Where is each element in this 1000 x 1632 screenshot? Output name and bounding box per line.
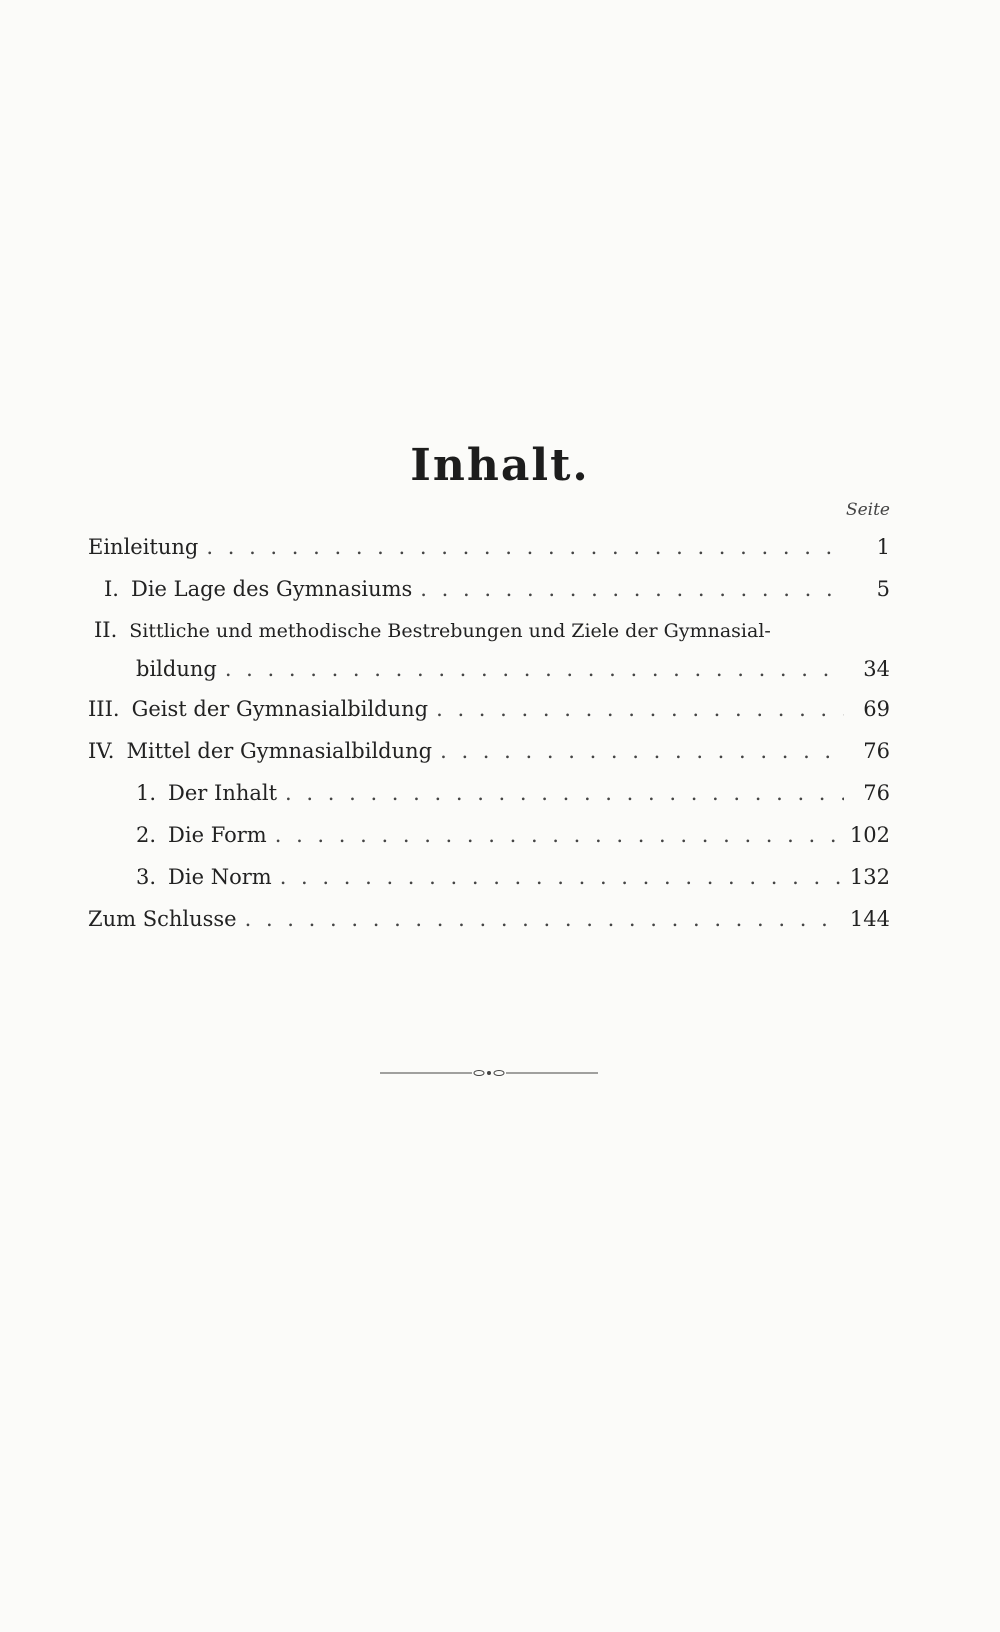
toc-entry-numeral: I.: [104, 577, 119, 601]
toc-entry: [88, 526, 890, 568]
toc-entry-page: 144: [849, 907, 890, 931]
leader-dots: [420, 568, 844, 610]
page-column-header: Seite: [845, 500, 890, 520]
toc-entry-numeral: 2.: [136, 823, 157, 847]
leader-dots: [440, 730, 844, 772]
leader-dots: [245, 898, 842, 940]
toc-entry: [88, 610, 890, 650]
toc-entry-label: Die Norm: [168, 865, 272, 889]
toc-entry-page: 76: [863, 781, 890, 805]
leader-dots: [280, 856, 842, 898]
leader-dots: [225, 650, 844, 688]
toc-entry-label: Sittliche und methodische Bestrebungen und Ziele der Gymnasial-: [129, 620, 771, 642]
leader-dots: [275, 814, 842, 856]
toc-entry: [88, 856, 890, 898]
toc-entry: [88, 814, 890, 856]
toc-entry-page: 34: [863, 657, 890, 681]
toc-entry-page: 69: [863, 697, 890, 721]
toc-entry-label: Geist der Gymnasialbildung: [131, 697, 429, 721]
leader-dots: [206, 526, 844, 568]
toc-entry-page: 5: [876, 577, 890, 601]
toc-entry-numeral: 3.: [136, 865, 157, 889]
page-title: Inhalt.: [410, 440, 590, 491]
toc-entry-label: Zum Schlusse: [88, 907, 237, 931]
toc-entry-page: 132: [849, 865, 890, 889]
toc-entry-label: bildung: [136, 657, 217, 681]
toc-entry-numeral: 1.: [136, 781, 157, 805]
leader-dots: [285, 772, 844, 814]
toc-entry-continuation: [88, 650, 890, 688]
toc-entry-label: Die Lage des Gymnasiums: [130, 577, 413, 601]
toc-entry-page: 76: [863, 739, 890, 763]
toc-entry-label: Die Form: [168, 823, 267, 847]
toc-entry: [88, 898, 890, 940]
toc-entry-label: Der Inhalt: [168, 781, 278, 805]
toc-entry-numeral: IV.: [88, 739, 115, 763]
ornament-divider: [380, 1068, 598, 1078]
toc-entry-label: Einleitung: [88, 535, 199, 559]
toc-entry-label: Mittel der Gymnasialbildung: [126, 739, 433, 763]
toc-entry-page: 102: [849, 823, 890, 847]
toc-entry-numeral: II.: [94, 618, 118, 642]
toc-entry: [88, 688, 890, 730]
toc-entry-page: 1: [876, 535, 890, 559]
leader-dots: [436, 688, 844, 730]
table-of-contents: [88, 526, 890, 940]
toc-entry: [88, 568, 890, 610]
toc-entry-numeral: III.: [88, 697, 120, 721]
toc-entry: [88, 730, 890, 772]
toc-entry: [88, 772, 890, 814]
